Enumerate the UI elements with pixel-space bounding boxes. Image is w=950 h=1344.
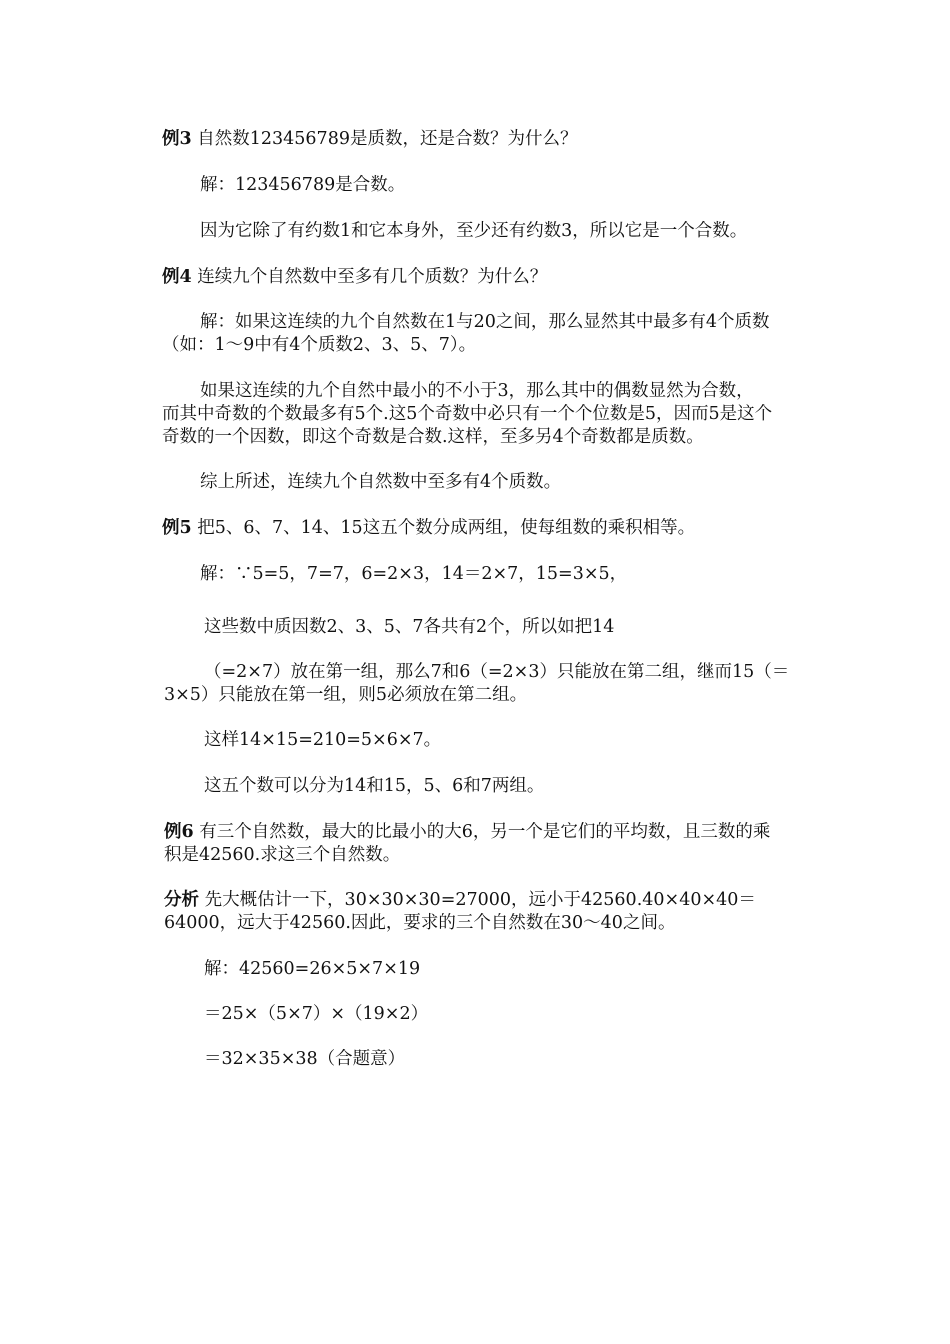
example-4-question	[0, 266, 950, 289]
example-5-solution: 解：∵5=5，7=7，6=2×3，14＝2×7，15=3×5，	[200, 564, 628, 584]
example-6-analysis-line-2: 64000，远大于42560.因此，要求的三个自然数在30～40之间。	[164, 913, 676, 933]
example-4-label: 例4	[162, 267, 192, 287]
example-6-question-line-1	[0, 821, 950, 844]
example-3-question	[0, 128, 950, 151]
example-6-question-line-2: 积是42560.求这三个自然数。	[164, 845, 401, 865]
example-4-paragraph-1-line-1: 解：如果这连续的九个自然数在1与20之间，那么显然其中最多有4个质数	[200, 312, 770, 332]
example-4-paragraph-1-line-2: （如：1～9中有4个质数2、3、5、7）。	[162, 335, 477, 355]
example-5-question	[0, 517, 950, 540]
example-6-label: 例6	[164, 822, 194, 842]
example-4-paragraph-2-line-2: 而其中奇数的个数最多有5个.这5个奇数中必只有一个个位数是5，因而5是这个	[162, 404, 773, 424]
example-5-paragraph-4: 这五个数可以分为14和15，5、6和7两组。	[204, 776, 545, 796]
example-6-analysis-label: 分析	[164, 890, 199, 910]
example-3-reason: 因为它除了有约数1和它本身外，至少还有约数3，所以它是一个合数。	[200, 221, 748, 241]
example-5-label: 例5	[162, 518, 192, 538]
example-6-question-text: 有三个自然数，最大的比最小的大6，另一个是它们的平均数，且三数的乘	[193, 822, 771, 842]
example-4-question-text: 连续九个自然数中至多有几个质数？为什么？	[191, 267, 548, 287]
example-3-answer: 解：123456789是合数。	[200, 175, 406, 195]
example-4-paragraph-2-line-3: 奇数的一个因数，即这个奇数是合数.这样，至多另4个奇数都是质数。	[162, 427, 704, 447]
example-3-label: 例3	[162, 129, 192, 149]
example-5-paragraph-3: 这样14×15=210=5×6×7。	[204, 730, 442, 750]
example-6-analysis-line-1	[0, 889, 950, 912]
example-5-paragraph-2-line-2: 3×5）只能放在第一组，则5必须放在第二组。	[164, 685, 528, 705]
example-6-solution-line-3: ＝32×35×38（合题意）	[204, 1049, 406, 1069]
example-4-paragraph-2-line-1: 如果这连续的九个自然中最小的不小于3，那么其中的偶数显然为合数，	[200, 381, 754, 401]
example-6-analysis-text: 先大概估计一下，30×30×30=27000，远小于42560.40×40×40＝	[199, 890, 756, 910]
example-5-question-text: 把5、6、7、14、15这五个数分成两组，使每组数的乘积相等。	[191, 518, 696, 538]
example-6-solution-line-2: ＝25×（5×7）×（19×2）	[204, 1004, 429, 1024]
example-5-paragraph-2-line-1: （=2×7）放在第一组，那么7和6（=2×3）只能放在第二组，继而15（＝	[204, 662, 790, 682]
example-6-solution-line-1: 解：42560=26×5×7×19	[204, 959, 421, 979]
example-5-paragraph-1: 这些数中质因数2、3、5、7各共有2个，所以如把14	[204, 617, 615, 637]
example-3-question-text: 自然数123456789是质数，还是合数？为什么？	[191, 129, 578, 149]
example-4-summary: 综上所述，连续九个自然数中至多有4个质数。	[200, 472, 562, 492]
